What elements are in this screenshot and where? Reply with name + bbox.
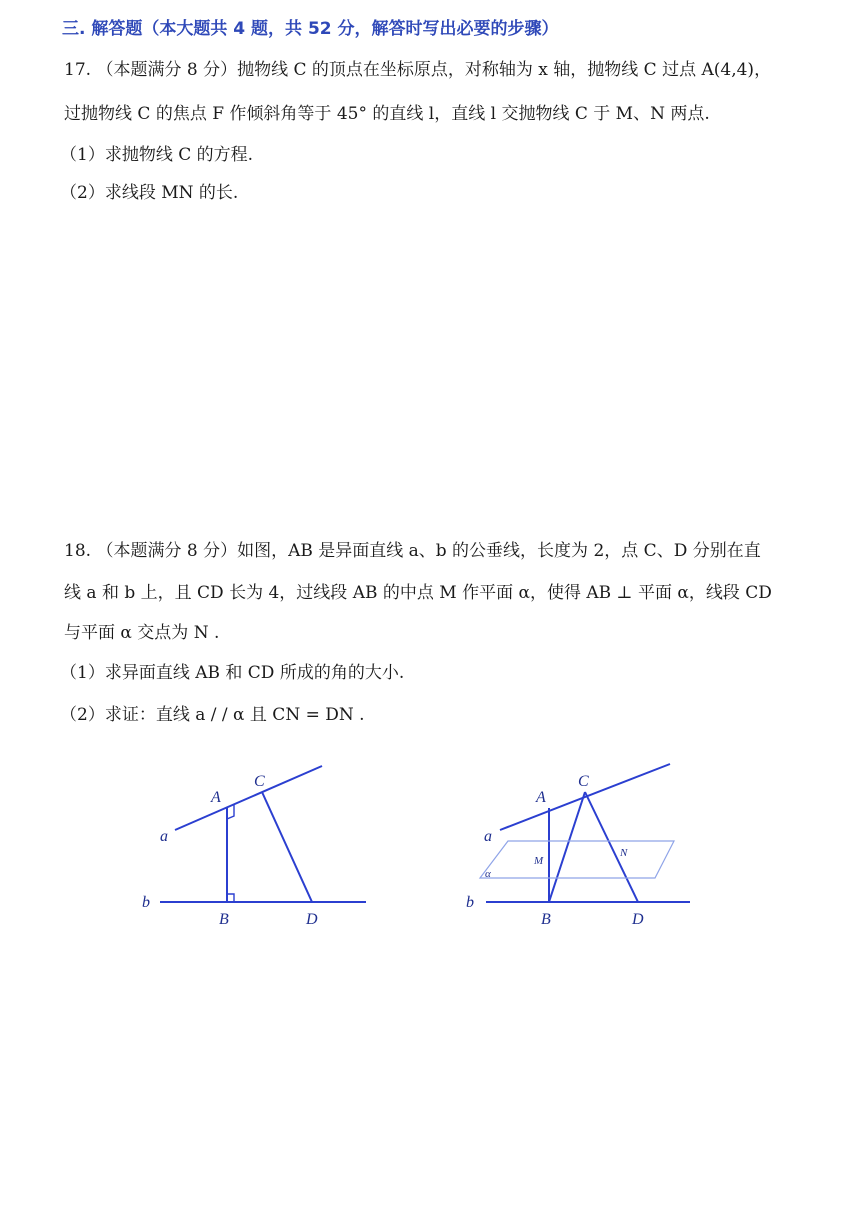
segment-CD	[585, 792, 638, 902]
label-b: b	[466, 894, 474, 911]
q18-line-3: 与平面 α 交点为 N .	[64, 623, 220, 643]
label-C: C	[254, 773, 265, 790]
q17-part-1: （1）求抛物线 C 的方程.	[60, 145, 254, 165]
label-B: B	[219, 911, 229, 928]
q17-line-2: 过抛物线 C 的焦点 F 作倾斜角等于 45° 的直线 l，直线 l 交抛物线 C 于 M、N 两点.	[64, 104, 710, 124]
label-N: N	[620, 847, 628, 859]
label-C: C	[578, 773, 589, 790]
label-a: a	[484, 828, 492, 845]
right-angle-mark-B	[227, 894, 234, 902]
q17-line-1: 17. （本题满分 8 分）抛物线 C 的顶点在坐标原点，对称轴为 x 轴，抛物线 C 过点 A(4,4)，	[64, 60, 772, 80]
label-a: a	[160, 828, 168, 845]
label-M: M	[534, 855, 544, 867]
label-b: b	[142, 894, 150, 911]
segment-CD	[262, 792, 312, 902]
label-A: A	[536, 789, 546, 806]
label-D: D	[632, 911, 644, 928]
q18-part-2: （2）求证：直线 a / / α 且 CN = DN .	[60, 705, 365, 725]
plane-alpha	[480, 841, 674, 878]
q18-line-2: 线 a 和 b 上，且 CD 长为 4，过线段 AB 的中点 M 作平面 α，使得 AB ⊥ 平面 α，线段 CD	[64, 583, 772, 603]
label-D: D	[306, 911, 318, 928]
label-alpha: α	[485, 868, 491, 880]
line-a	[175, 766, 322, 830]
q17-part-2: （2）求线段 MN 的长.	[60, 183, 239, 203]
section-title: 三. 解答题（本大题共 4 题，共 52 分，解答时写出必要的步骤）	[62, 19, 559, 39]
figure-plane-alpha	[460, 750, 720, 940]
label-B: B	[541, 911, 551, 928]
q18-part-1: （1）求异面直线 AB 和 CD 所成的角的大小.	[60, 663, 405, 683]
label-A: A	[211, 789, 221, 806]
q18-line-1: 18. （本题满分 8 分）如图，AB 是异面直线 a、b 的公垂线，长度为 2，点 C、D 分别在直	[64, 541, 761, 561]
figure-skew-lines	[130, 750, 390, 940]
